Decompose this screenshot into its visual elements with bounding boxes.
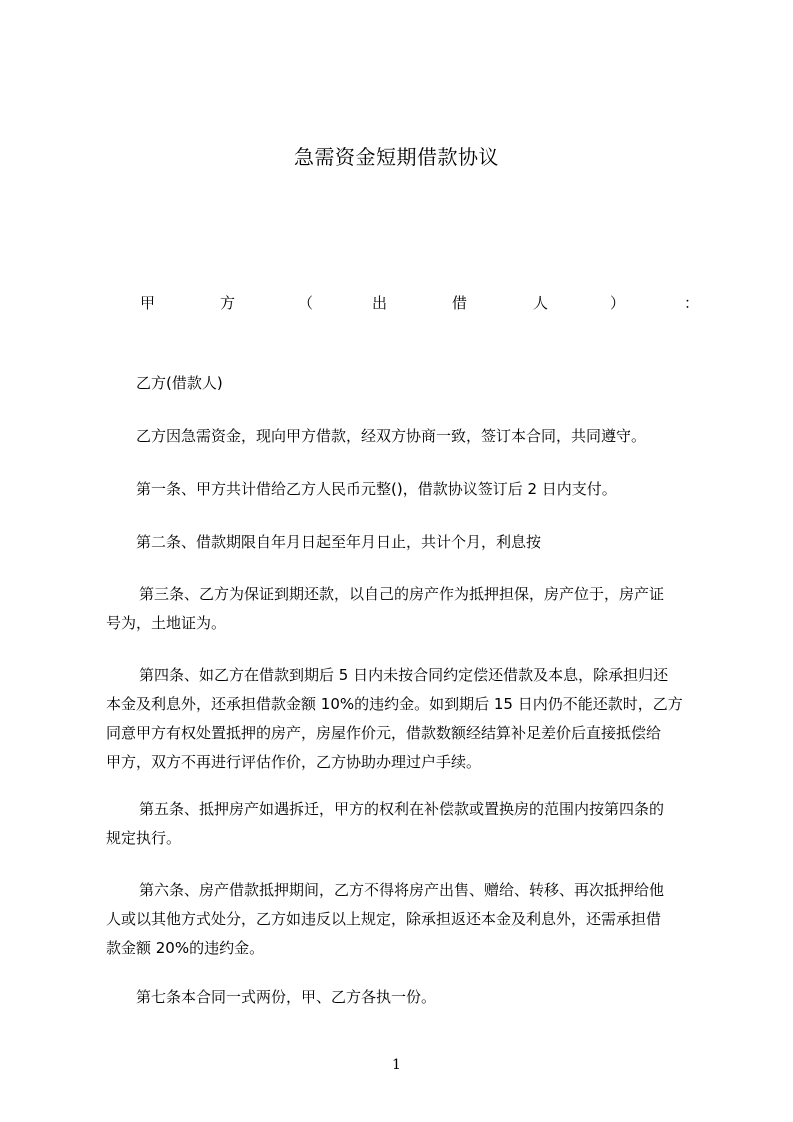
party-a-char: 借 xyxy=(452,294,468,312)
article-2 xyxy=(136,528,728,557)
article-5 xyxy=(106,795,698,853)
page-number: 1 xyxy=(392,1057,401,1073)
party-a-char: 甲 xyxy=(140,294,156,312)
party-b-line xyxy=(136,369,728,398)
article-7 xyxy=(136,983,728,1012)
article-1 xyxy=(136,475,728,504)
party-a-char: 人 xyxy=(533,294,549,312)
article-3 xyxy=(106,580,698,638)
article-4 xyxy=(106,661,698,777)
article-line: 第五条、抵押房产如遇拆迁，甲方的权利在补偿款或置换房的范围内按第四条的 xyxy=(139,800,665,818)
party-a-char: 方 xyxy=(220,294,236,312)
party-b-text: 乙方(借款人) xyxy=(136,374,223,392)
article-line: 规定执行。 xyxy=(106,829,182,847)
article-line: 本金及利息外，还承担借款金额 10%的违约金。如到期后 15 日内仍不能还款时，乙方 xyxy=(106,695,683,713)
article-line: 第三条、乙方为保证到期还款，以自己的房产作为抵押担保，房产位于，房产证 xyxy=(139,585,665,603)
party-a-char: （ xyxy=(298,294,314,312)
preamble-paragraph xyxy=(136,422,728,451)
article-line: 甲方，双方不再进行评估作价，乙方协助办理过户手续。 xyxy=(106,753,482,771)
party-a-char: ： xyxy=(684,294,700,312)
preamble-text: 乙方因急需资金，现向甲方借款，经双方协商一致，签订本合同，共同遵守。 xyxy=(136,427,647,445)
article-line: 同意甲方有权处置抵押的房产，房屋作价元，借款数额经结算补足差价后直接抵偿给 xyxy=(106,724,662,742)
party-a-line xyxy=(140,292,700,314)
party-a-char: 出 xyxy=(372,294,388,312)
article-line: 第六条、房产借款抵押期间，乙方不得将房产出售、赠给、转移、再次抵押给他 xyxy=(139,881,665,899)
article-line: 第四条、如乙方在借款到期后 5 日内未按合同约定偿还借款及本息，除承担归还 xyxy=(139,666,669,684)
article-line: 号为，土地证为。 xyxy=(106,614,227,632)
article-6 xyxy=(106,876,698,963)
article-line: 第七条本合同一式两份，甲、乙方各执一份。 xyxy=(136,988,437,1006)
party-a-char: ） xyxy=(610,294,626,312)
article-line: 第二条、借款期限自年月日起至年月日止，共计个月，利息按 xyxy=(136,533,542,551)
article-line: 款金额 20%的违约金。 xyxy=(106,939,265,957)
article-line: 第一条、甲方共计借给乙方人民币元整()，借款协议签订后 2 日内支付。 xyxy=(136,480,617,498)
document-title: 急需资金短期借款协议 xyxy=(294,145,499,169)
article-line: 人或以其他方式处分，乙方如违反以上规定，除承担返还本金及利息外，还需承担借 xyxy=(106,910,662,928)
